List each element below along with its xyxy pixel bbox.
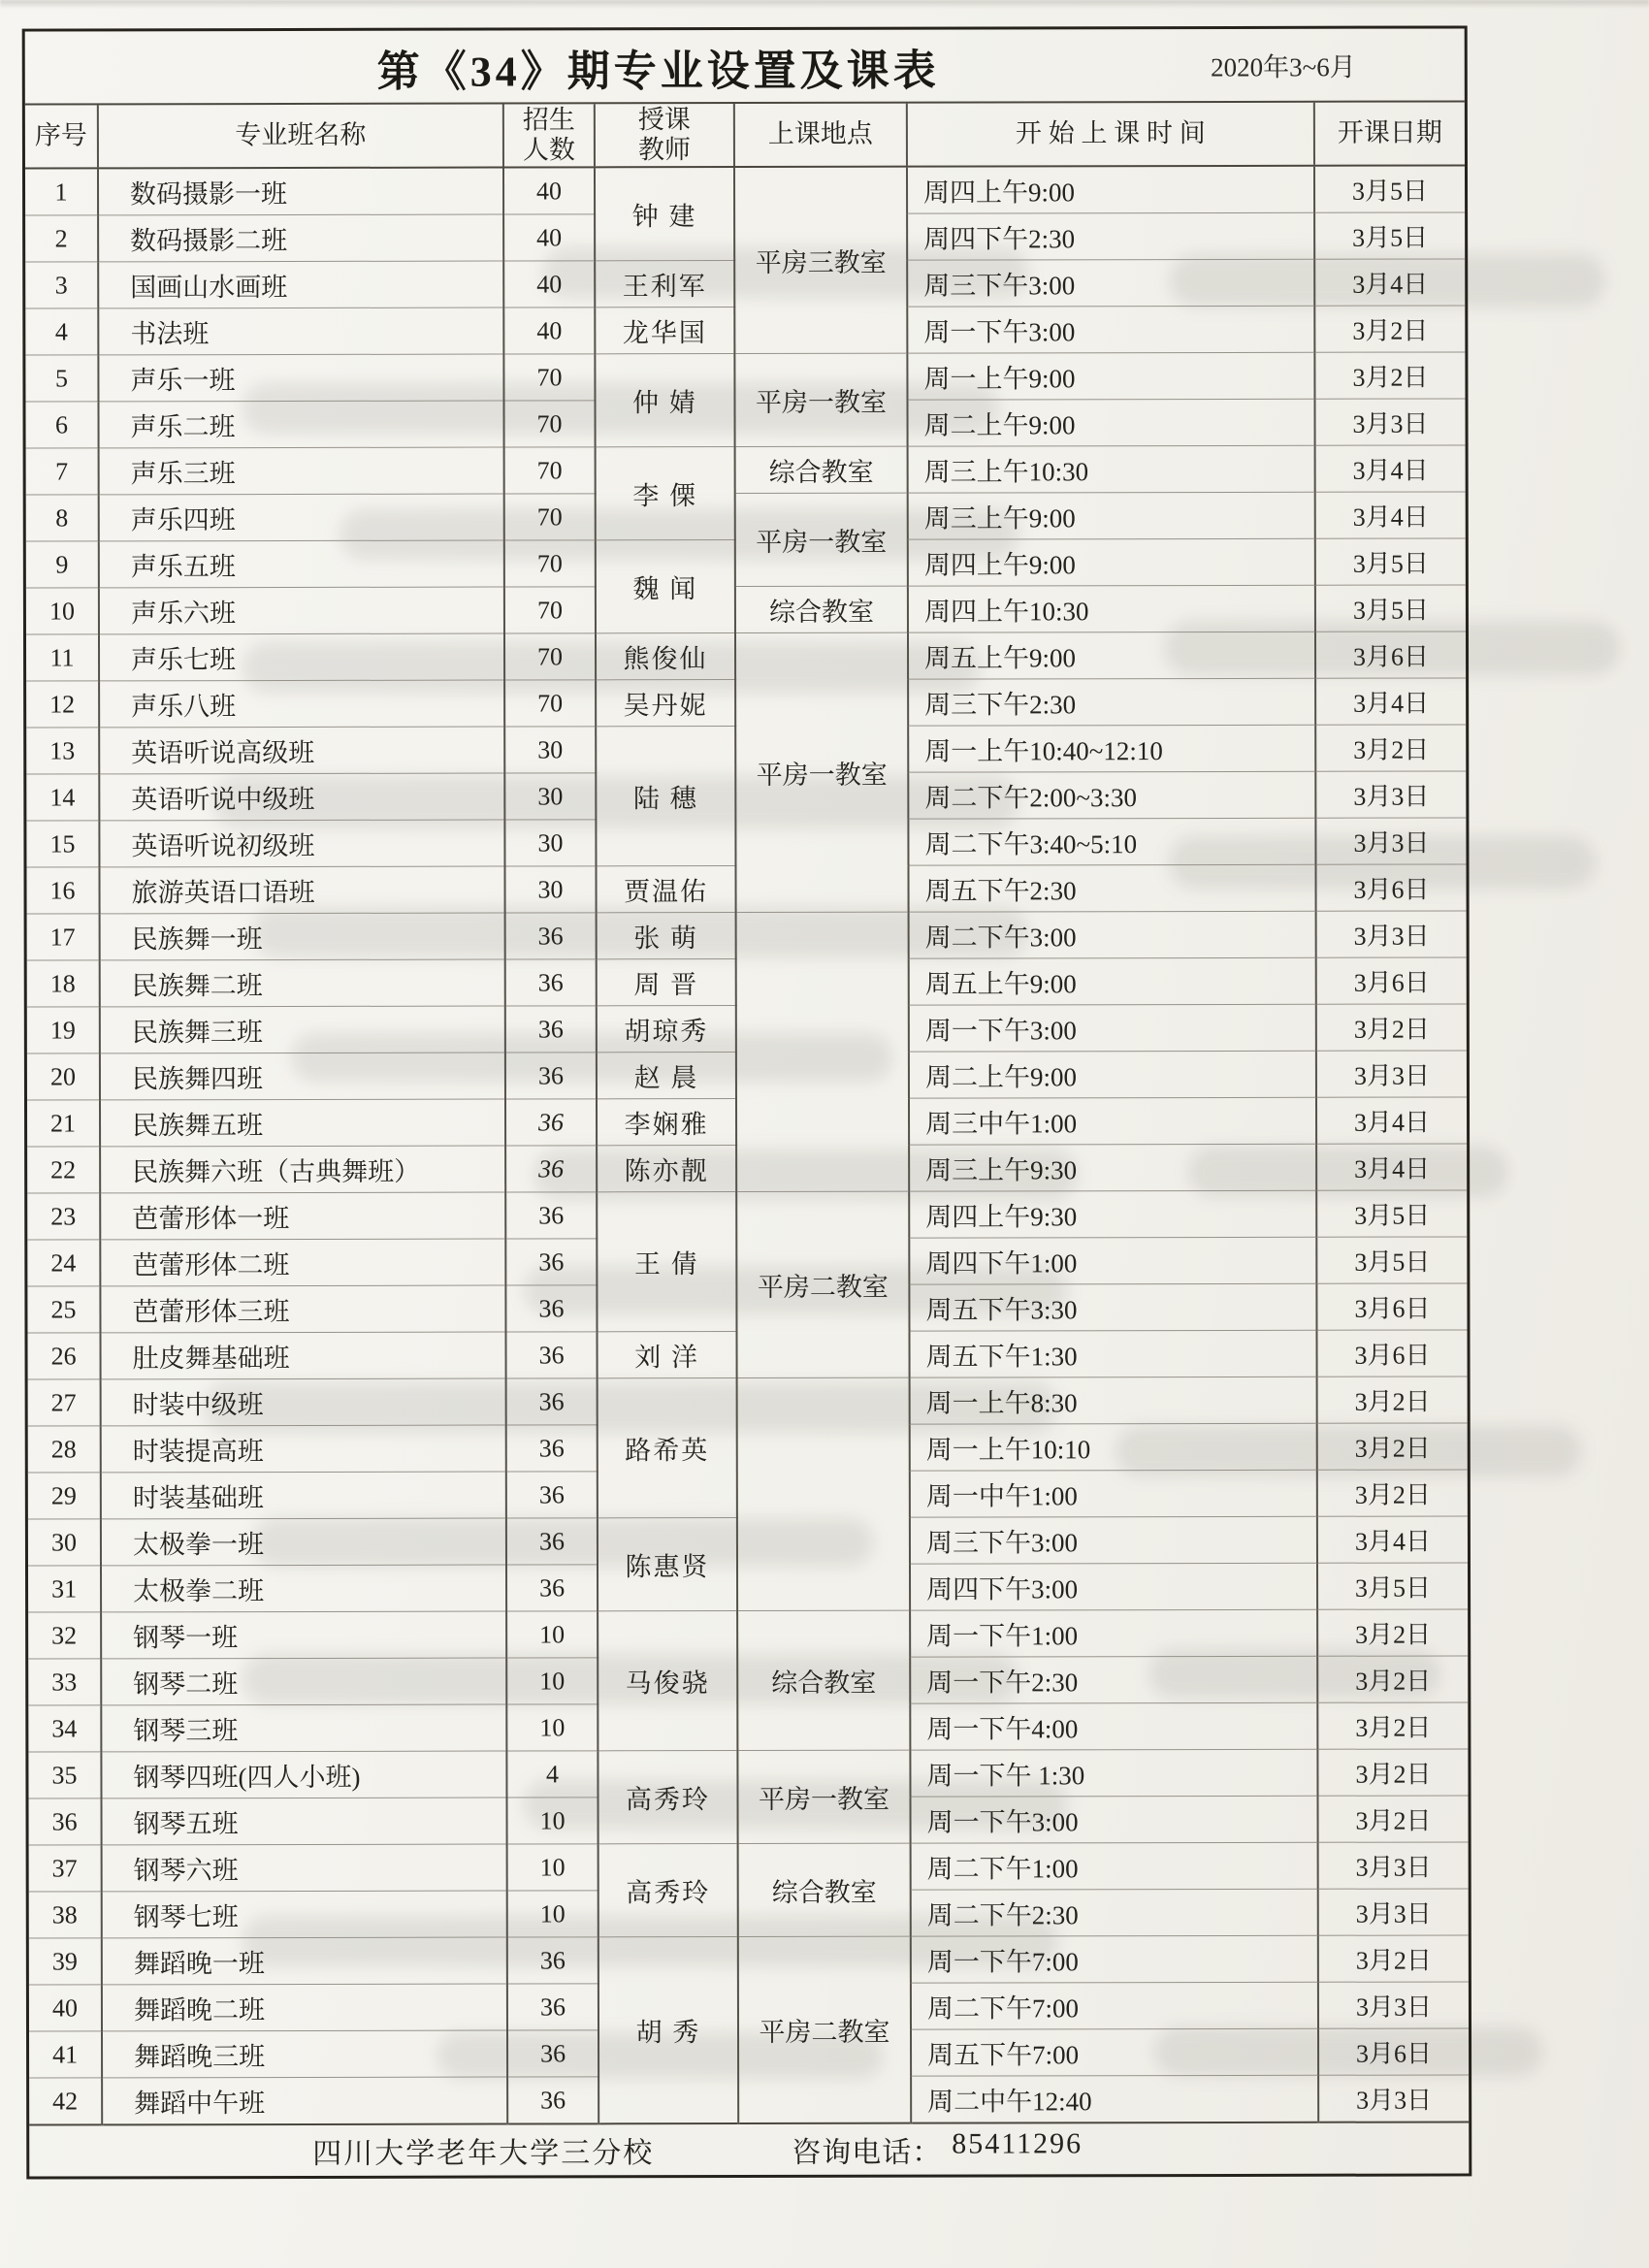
cell-start-time: 周二中午12:40	[911, 2075, 1318, 2122]
cell-class-name: 钢琴四班(四人小班)	[101, 1751, 506, 1798]
cell-serial: 11	[26, 634, 99, 681]
cell-serial: 15	[26, 821, 99, 867]
column-header-start-time: 开 始 上 课 时 间	[907, 103, 1314, 167]
cell-teacher: 高秀玲	[598, 1751, 737, 1844]
cell-start-time: 周四上午9:00	[907, 166, 1314, 213]
cell-teacher: 李娴雅	[597, 1099, 736, 1146]
cell-enrollment: 10	[507, 1844, 598, 1891]
footer-row	[29, 2122, 1469, 2176]
cell-start-date: 3月2日	[1314, 306, 1465, 352]
cell-serial: 4	[25, 308, 98, 355]
cell-start-time: 周一上午9:00	[907, 352, 1314, 400]
cell-teacher: 熊俊仙	[596, 633, 735, 680]
cell-start-time: 周三下午3:00	[910, 1516, 1317, 1564]
cell-class-name: 民族舞六班（古典舞班）	[100, 1146, 505, 1193]
cell-teacher: 陈惠贤	[598, 1518, 737, 1611]
cell-enrollment: 36	[505, 1099, 597, 1146]
column-header-class-name: 专业班名称	[98, 105, 503, 169]
cell-enrollment: 10	[506, 1658, 598, 1704]
cell-class-name: 民族舞三班	[100, 1006, 505, 1053]
cell-teacher: 陆 穗	[596, 727, 735, 866]
cell-enrollment: 36	[506, 1425, 598, 1472]
cell-serial: 21	[27, 1100, 100, 1147]
cell-serial: 27	[28, 1379, 101, 1426]
cell-teacher: 贾温佑	[596, 866, 735, 913]
cell-class-name: 芭蕾形体一班	[100, 1192, 505, 1240]
cell-location: 综合教室	[738, 1843, 911, 1936]
cell-serial: 32	[28, 1612, 101, 1659]
cell-start-time: 周五下午7:00	[911, 2028, 1318, 2076]
cell-teacher: 钟 建	[595, 167, 734, 261]
cell-serial: 6	[25, 402, 98, 448]
cell-teacher: 张 萌	[597, 913, 736, 959]
cell-enrollment: 36	[506, 1472, 598, 1518]
cell-serial: 10	[26, 588, 99, 634]
cell-start-date: 3月3日	[1318, 2075, 1469, 2122]
cell-start-date: 3月4日	[1316, 1097, 1467, 1144]
cell-class-name: 数码摄影一班	[98, 168, 503, 215]
cell-enrollment: 70	[504, 680, 596, 727]
cell-start-date: 3月6日	[1315, 864, 1466, 911]
cell-enrollment: 36	[505, 1053, 597, 1099]
cell-enrollment: 36	[505, 1332, 597, 1378]
cell-start-time: 周三上午9:00	[908, 492, 1315, 539]
table-row	[29, 1842, 1469, 1892]
cell-enrollment: 40	[503, 167, 595, 214]
cell-enrollment: 36	[505, 1006, 597, 1053]
cell-teacher: 吴丹妮	[596, 680, 735, 727]
cell-start-date: 3月2日	[1317, 1702, 1468, 1749]
column-header-location: 上课地点	[734, 104, 907, 167]
cell-start-time: 周一中午1:00	[910, 1470, 1317, 1517]
cell-serial: 13	[26, 728, 99, 774]
cell-class-name: 声乐二班	[98, 401, 503, 448]
cell-start-date: 3月2日	[1317, 1377, 1468, 1423]
cell-start-date: 3月5日	[1315, 538, 1466, 585]
cell-start-time: 周五下午1:30	[909, 1330, 1316, 1377]
cell-class-name: 太极拳二班	[101, 1565, 506, 1612]
cell-start-time: 周三中午1:00	[909, 1097, 1316, 1145]
title-bar	[25, 28, 1465, 105]
cell-start-date: 3月6日	[1316, 1330, 1467, 1377]
cell-class-name: 英语听说中级班	[99, 773, 504, 821]
cell-start-time: 周四上午9:00	[908, 538, 1315, 586]
cell-enrollment: 30	[504, 773, 596, 820]
cell-serial: 41	[29, 2031, 102, 2078]
cell-start-time: 周一上午10:40~12:10	[908, 725, 1315, 772]
cell-class-name: 舞蹈晚一班	[102, 1937, 507, 1985]
cell-start-time: 周二下午7:00	[911, 1982, 1318, 2029]
cell-class-name: 舞蹈晚二班	[102, 1984, 507, 2031]
cell-start-time: 周四上午9:30	[909, 1190, 1316, 1238]
cell-start-date: 3月2日	[1314, 352, 1465, 399]
cell-enrollment: 36	[506, 1565, 598, 1611]
cell-serial: 17	[27, 914, 100, 960]
cell-start-time: 周一下午3:00	[909, 1004, 1316, 1052]
cell-serial: 3	[25, 262, 98, 308]
cell-enrollment: 10	[507, 1891, 598, 1937]
cell-class-name: 数码摄影二班	[98, 214, 503, 262]
cell-serial: 30	[28, 1519, 101, 1566]
cell-start-date: 3月5日	[1314, 212, 1465, 259]
cell-serial: 22	[27, 1147, 100, 1193]
cell-location	[737, 1377, 911, 1610]
cell-start-time: 周二下午2:00~3:30	[908, 771, 1315, 819]
cell-start-time: 周四下午1:00	[909, 1237, 1316, 1284]
cell-start-time: 周一上午8:30	[910, 1377, 1317, 1424]
cell-teacher: 王 倩	[597, 1192, 736, 1332]
cell-class-name: 舞蹈中午班	[102, 2077, 507, 2124]
period-label: 2020年3~6月	[1211, 52, 1356, 82]
cell-serial: 7	[26, 448, 99, 495]
cell-class-name: 声乐一班	[98, 354, 503, 402]
cell-enrollment: 36	[507, 2077, 598, 2124]
cell-class-name: 声乐七班	[99, 633, 504, 681]
cell-location: 平房一教室	[735, 632, 909, 912]
cell-start-time: 周一下午1:00	[910, 1609, 1317, 1657]
cell-serial: 16	[26, 867, 99, 914]
footer-phone-number: 85411296	[952, 2127, 1083, 2160]
cell-class-name: 书法班	[98, 308, 503, 355]
table-header	[25, 102, 1465, 168]
cell-location: 平房一教室	[735, 493, 908, 586]
cell-enrollment: 36	[505, 959, 597, 1006]
cell-serial: 35	[28, 1752, 101, 1798]
cell-teacher: 马俊骁	[598, 1611, 737, 1751]
footer-school-name: 四川大学老年大学三分校	[312, 2137, 655, 2170]
cell-enrollment: 40	[503, 261, 595, 308]
table-row	[26, 585, 1466, 634]
cell-start-time: 周三上午10:30	[908, 445, 1315, 493]
table-row	[27, 911, 1467, 960]
cell-location: 综合教室	[737, 1610, 910, 1750]
cell-class-name: 舞蹈晚三班	[102, 2030, 507, 2078]
cell-serial: 23	[27, 1193, 100, 1240]
table-footer	[29, 2122, 1469, 2176]
cell-class-name: 声乐八班	[99, 680, 504, 728]
cell-class-name: 钢琴七班	[102, 1891, 507, 1938]
page-title: 第《34》期专业设置及课表	[376, 48, 940, 97]
cell-serial: 38	[29, 1892, 102, 1938]
cell-enrollment: 40	[503, 308, 595, 354]
cell-start-time: 周四上午10:30	[908, 585, 1315, 632]
cell-start-date: 3月2日	[1317, 1423, 1468, 1470]
column-header-enrollment: 招生 人数	[503, 104, 595, 167]
table-row	[29, 1935, 1469, 1985]
cell-serial: 29	[28, 1473, 101, 1519]
cell-enrollment: 36	[507, 1937, 598, 1984]
cell-serial: 9	[26, 541, 99, 588]
course-schedule-sheet	[22, 25, 1472, 2179]
cell-serial: 2	[25, 215, 98, 262]
cell-enrollment: 36	[507, 1984, 598, 2030]
cell-enrollment: 4	[506, 1751, 598, 1798]
cell-class-name: 时装提高班	[101, 1425, 506, 1473]
cell-start-time: 周三下午2:30	[908, 678, 1315, 726]
table-row	[28, 1377, 1468, 1426]
cell-enrollment: 30	[504, 820, 596, 866]
cell-location: 平房一教室	[737, 1750, 910, 1843]
cell-location	[736, 912, 910, 1191]
cell-start-time: 周五下午3:30	[909, 1283, 1316, 1331]
cell-serial: 24	[27, 1240, 100, 1286]
cell-start-date: 3月2日	[1317, 1796, 1468, 1842]
cell-start-date: 3月2日	[1317, 1470, 1468, 1516]
cell-serial: 8	[26, 495, 99, 541]
cell-start-date: 3月2日	[1318, 1935, 1469, 1982]
cell-class-name: 太极拳一班	[101, 1518, 506, 1566]
cell-serial: 19	[27, 1007, 100, 1053]
cell-start-date: 3月5日	[1315, 585, 1466, 632]
cell-class-name: 芭蕾形体二班	[100, 1239, 505, 1286]
cell-start-date: 3月6日	[1316, 957, 1467, 1004]
cell-start-date: 3月3日	[1316, 1051, 1467, 1097]
cell-enrollment: 70	[503, 401, 595, 447]
cell-class-name: 声乐五班	[99, 540, 504, 588]
cell-serial: 12	[26, 681, 99, 728]
cell-enrollment: 30	[504, 727, 596, 773]
cell-start-time: 周二下午3:40~5:10	[908, 818, 1315, 865]
footer-phone-label: 咨询电话：	[792, 2136, 943, 2169]
cell-class-name: 声乐四班	[99, 494, 504, 541]
cell-start-date: 3月3日	[1314, 399, 1465, 445]
cell-class-name: 国画山水画班	[98, 261, 503, 308]
cell-serial: 34	[28, 1705, 101, 1752]
cell-serial: 5	[25, 355, 98, 402]
cell-start-date: 3月5日	[1316, 1237, 1467, 1283]
cell-location: 平房三教室	[734, 167, 907, 354]
cell-class-name: 肚皮舞基础班	[100, 1332, 505, 1379]
cell-class-name: 钢琴六班	[102, 1844, 507, 1892]
cell-location: 平房二教室	[736, 1191, 909, 1377]
cell-start-time: 周二上午9:00	[907, 399, 1314, 446]
cell-start-time: 周一下午4:00	[910, 1702, 1317, 1750]
table-row	[28, 1749, 1468, 1798]
cell-serial: 37	[29, 1845, 102, 1892]
cell-enrollment: 36	[505, 1239, 597, 1285]
cell-start-date: 3月6日	[1318, 2028, 1469, 2075]
column-header-start-date: 开课日期	[1314, 102, 1465, 165]
cell-teacher: 龙华国	[595, 308, 734, 354]
cell-enrollment: 10	[506, 1704, 598, 1751]
cell-class-name: 声乐六班	[99, 587, 504, 634]
cell-start-time: 周二下午1:00	[911, 1842, 1318, 1890]
header-row	[25, 102, 1465, 168]
cell-start-date: 3月4日	[1315, 492, 1466, 538]
cell-start-time: 周五上午9:00	[909, 957, 1316, 1005]
cell-start-date: 3月3日	[1318, 1889, 1469, 1935]
cell-location: 平房二教室	[738, 1936, 911, 2123]
cell-start-time: 周一下午3:00	[910, 1796, 1317, 1843]
cell-start-date: 3月2日	[1317, 1749, 1468, 1796]
cell-serial: 39	[29, 1938, 102, 1985]
cell-start-time: 周四下午2:30	[907, 212, 1314, 260]
cell-start-date: 3月2日	[1317, 1609, 1468, 1656]
cell-serial: 36	[29, 1798, 102, 1845]
cell-start-date: 3月5日	[1317, 1563, 1468, 1609]
table-row	[26, 445, 1466, 495]
cell-serial: 31	[28, 1566, 101, 1612]
cell-start-date: 3月4日	[1315, 678, 1466, 725]
cell-start-date: 3月5日	[1314, 165, 1465, 212]
cell-enrollment: 70	[503, 354, 595, 401]
cell-class-name: 民族舞二班	[100, 959, 505, 1007]
column-header-serial: 序号	[25, 105, 98, 168]
cell-start-time: 周一下午7:00	[911, 1935, 1318, 1983]
cell-enrollment: 70	[504, 447, 596, 494]
table-row	[25, 352, 1465, 402]
cell-serial: 33	[28, 1659, 101, 1705]
cell-serial: 42	[29, 2078, 102, 2125]
cell-enrollment: 36	[505, 1192, 597, 1239]
cell-start-date: 3月3日	[1318, 1842, 1469, 1889]
cell-class-name: 时装基础班	[101, 1472, 506, 1519]
cell-start-date: 3月5日	[1316, 1190, 1467, 1237]
cell-start-date: 3月2日	[1315, 725, 1466, 771]
cell-class-name: 民族舞五班	[100, 1099, 505, 1147]
cell-enrollment: 36	[507, 2030, 598, 2077]
table-row	[26, 492, 1466, 541]
cell-start-time: 周一下午3:00	[907, 306, 1314, 353]
cell-enrollment: 70	[504, 587, 596, 633]
cell-enrollment: 36	[506, 1378, 598, 1425]
cell-teacher: 高秀玲	[598, 1844, 738, 1937]
cell-enrollment: 36	[505, 913, 597, 959]
cell-enrollment: 70	[504, 494, 596, 540]
cell-start-time: 周一下午2:30	[910, 1656, 1317, 1703]
cell-serial: 20	[27, 1053, 100, 1100]
cell-class-name: 芭蕾形体三班	[100, 1285, 505, 1333]
cell-start-time: 周二下午2:30	[911, 1889, 1318, 1936]
cell-serial: 26	[27, 1333, 100, 1379]
cell-start-time: 周四下午3:00	[910, 1563, 1317, 1610]
cell-start-time: 周一上午10:10	[910, 1423, 1317, 1471]
cell-location: 综合教室	[735, 586, 908, 632]
cell-start-date: 3月2日	[1316, 1004, 1467, 1051]
cell-enrollment: 40	[503, 214, 595, 261]
cell-class-name: 英语听说初级班	[99, 820, 504, 867]
cell-teacher: 刘 洋	[597, 1332, 736, 1378]
table-row	[26, 632, 1466, 681]
scan-edge-shadow	[0, 0, 1649, 9]
cell-teacher: 路希英	[598, 1378, 737, 1518]
cell-teacher: 陈亦靓	[597, 1146, 736, 1192]
column-header-teacher: 授课 教师	[595, 104, 734, 167]
cell-teacher: 胡 秀	[598, 1937, 738, 2124]
cell-class-name: 钢琴二班	[101, 1658, 506, 1705]
cell-enrollment: 70	[504, 540, 596, 587]
cell-class-name: 民族舞四班	[100, 1053, 505, 1100]
cell-start-date: 3月3日	[1316, 911, 1467, 957]
cell-enrollment: 36	[505, 1146, 597, 1192]
cell-serial: 25	[27, 1286, 100, 1333]
cell-start-time: 周三上午9:30	[909, 1144, 1316, 1191]
cell-serial: 40	[29, 1985, 102, 2031]
cell-start-time: 周三下午3:00	[907, 259, 1314, 307]
cell-class-name: 民族舞一班	[100, 913, 505, 960]
table-row	[27, 1190, 1467, 1240]
cell-start-date: 3月4日	[1317, 1516, 1468, 1563]
cell-serial: 18	[27, 960, 100, 1007]
table-row	[28, 1609, 1468, 1659]
cell-class-name: 声乐三班	[99, 447, 504, 495]
cell-teacher: 胡琼秀	[597, 1006, 736, 1053]
cell-teacher: 李 傈	[596, 447, 735, 540]
cell-serial: 28	[28, 1426, 101, 1473]
cell-start-date: 3月4日	[1315, 445, 1466, 492]
cell-start-date: 3月6日	[1316, 1283, 1467, 1330]
cell-start-time: 周二下午3:00	[909, 911, 1316, 958]
cell-class-name: 钢琴一班	[101, 1611, 506, 1659]
cell-start-date: 3月3日	[1318, 1982, 1469, 2028]
cell-teacher: 王利军	[595, 261, 734, 308]
cell-location: 综合教室	[735, 446, 908, 493]
cell-start-date: 3月4日	[1316, 1144, 1467, 1190]
cell-enrollment: 36	[505, 1285, 597, 1332]
cell-teacher: 周 晋	[597, 959, 736, 1006]
course-schedule-table	[25, 102, 1469, 2176]
cell-class-name: 时装中级班	[101, 1378, 506, 1426]
cell-start-time: 周二上午9:00	[909, 1051, 1316, 1098]
table-row	[25, 165, 1465, 215]
cell-class-name: 旅游英语口语班	[99, 866, 504, 914]
cell-teacher: 魏 闻	[596, 540, 735, 633]
cell-start-date: 3月4日	[1314, 259, 1465, 306]
cell-enrollment: 70	[504, 633, 596, 680]
cell-enrollment: 36	[506, 1518, 598, 1565]
cell-serial: 14	[26, 774, 99, 821]
cell-start-date: 3月2日	[1317, 1656, 1468, 1702]
cell-serial: 1	[54, 177, 68, 206]
footer-phone	[792, 2127, 1083, 2171]
cell-class-name: 钢琴三班	[101, 1704, 506, 1752]
cell-start-date: 3月3日	[1315, 771, 1466, 818]
cell-enrollment: 10	[507, 1798, 598, 1844]
cell-start-time: 周五上午9:00	[908, 632, 1315, 679]
cell-class-name: 钢琴五班	[102, 1798, 507, 1845]
cell-location: 平房一教室	[734, 353, 907, 446]
cell-start-date: 3月6日	[1315, 632, 1466, 678]
cell-start-date: 3月3日	[1315, 818, 1466, 864]
table-body	[25, 165, 1469, 2124]
cell-enrollment: 10	[506, 1611, 598, 1658]
cell-start-time: 周一下午 1:30	[910, 1749, 1317, 1797]
cell-class-name: 英语听说高级班	[99, 727, 504, 774]
cell-enrollment: 30	[504, 866, 596, 913]
cell-teacher: 仲 婧	[595, 354, 734, 447]
cell-teacher: 赵 晨	[597, 1053, 736, 1099]
cell-start-time: 周五下午2:30	[908, 864, 1315, 912]
